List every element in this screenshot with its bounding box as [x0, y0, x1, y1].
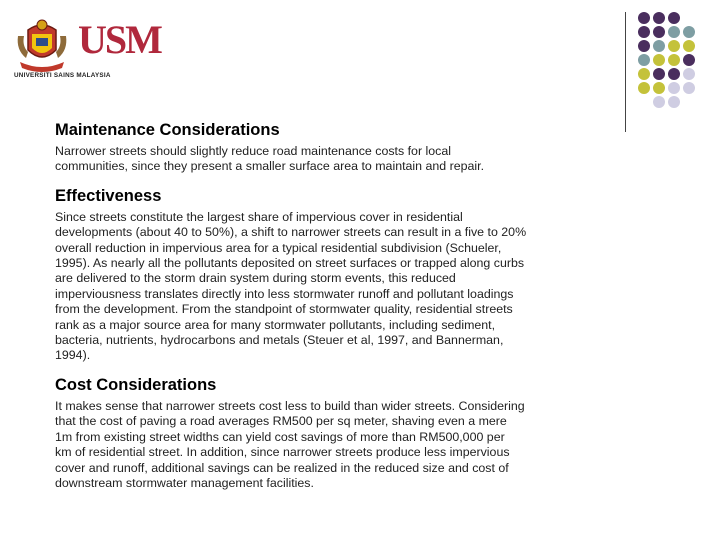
decorative-dot — [638, 26, 650, 38]
body-line: Since streets constitute the largest share of impervious cover in residential — [55, 209, 463, 224]
body-line: rank as a major source area for many stormwater pollutants, including sediment, — [55, 317, 496, 332]
maintenance-section — [55, 120, 600, 175]
body-line: from the development. From the standpoint of stormwater quality, residential streets — [55, 302, 513, 317]
section-body — [55, 210, 600, 364]
decorative-dot — [668, 54, 680, 66]
decorative-dot — [653, 26, 665, 38]
university-name: UNIVERSITI SAINS MALAYSIA — [14, 72, 111, 79]
body-line: Narrower streets should slightly reduce road maintenance costs for local — [55, 144, 451, 158]
header-divider — [625, 12, 626, 132]
decorative-dot — [683, 26, 695, 38]
section-heading: Maintenance Considerations — [55, 121, 280, 139]
decorative-dot — [683, 54, 695, 66]
body-line: are delivered to the storm drain system during storm events, this reduced — [55, 271, 456, 286]
crest-icon — [14, 16, 70, 74]
section-body — [55, 399, 600, 491]
decorative-dot — [653, 68, 665, 80]
section-body — [55, 144, 600, 175]
decorative-dot — [653, 96, 665, 108]
slide-content — [55, 120, 600, 502]
decorative-dot — [668, 82, 680, 94]
body-line: It makes sense that narrower streets cost less to build than wider streets. Considering — [55, 398, 525, 413]
decorative-dot — [638, 54, 650, 66]
section-heading: Cost Considerations — [55, 375, 217, 394]
decorative-dot — [683, 68, 695, 80]
body-line: 1995). As nearly all the pollutants deposited on street surfaces or trapped along curbs — [55, 256, 525, 271]
usm-wordmark: USM — [78, 17, 161, 62]
decorative-dot — [668, 96, 680, 108]
cost-section — [55, 375, 600, 491]
body-line: km of residential street. In addition, since narrower streets produce less impervious — [55, 445, 510, 460]
decorative-dot — [653, 82, 665, 94]
body-line: downstream stormwater management facilities. — [55, 475, 314, 490]
effectiveness-section — [55, 186, 600, 364]
decorative-dot — [668, 68, 680, 80]
decorative-dot — [653, 12, 665, 24]
decorative-dot — [683, 82, 695, 94]
section-heading: Effectiveness — [55, 186, 162, 205]
body-line: bacteria, nutrients, hydrocarbons and metals (Steuer et al, 1997, and Bannerman, — [55, 333, 504, 348]
decorative-dot — [668, 40, 680, 52]
body-line: imperviousness translates directly into less stormwater runoff and pollutant loadings — [55, 286, 514, 301]
body-line: developments (about 40 to 50%), a shift to narrower streets can result in a five to 20% — [55, 225, 527, 240]
decorative-dot — [638, 40, 650, 52]
decorative-dot — [638, 82, 650, 94]
decorative-dot — [638, 68, 650, 80]
decorative-dot — [668, 12, 680, 24]
body-line: 1994). — [55, 348, 91, 363]
body-line: that the cost of paving a road averages RM500 per sq meter, shaving even a mere — [55, 414, 507, 429]
decorative-dot — [683, 40, 695, 52]
body-line: cover and runoff, additional savings can be realized in the reduced size and cost of — [55, 460, 509, 475]
university-logo — [14, 14, 161, 84]
decorative-dot — [638, 12, 650, 24]
body-line: overall reduction in impervious area for a typical residential subdivision (Schueler, — [55, 240, 502, 255]
decorative-dot — [653, 54, 665, 66]
body-line: 1m from existing street widths can yield cost savings of more than RM500,000 per — [55, 429, 505, 444]
decorative-dot — [668, 26, 680, 38]
decorative-dot — [653, 40, 665, 52]
decorative-dot-grid — [638, 12, 708, 122]
body-line: communities, since they present a smaller surface area to maintain and repair. — [55, 159, 485, 174]
